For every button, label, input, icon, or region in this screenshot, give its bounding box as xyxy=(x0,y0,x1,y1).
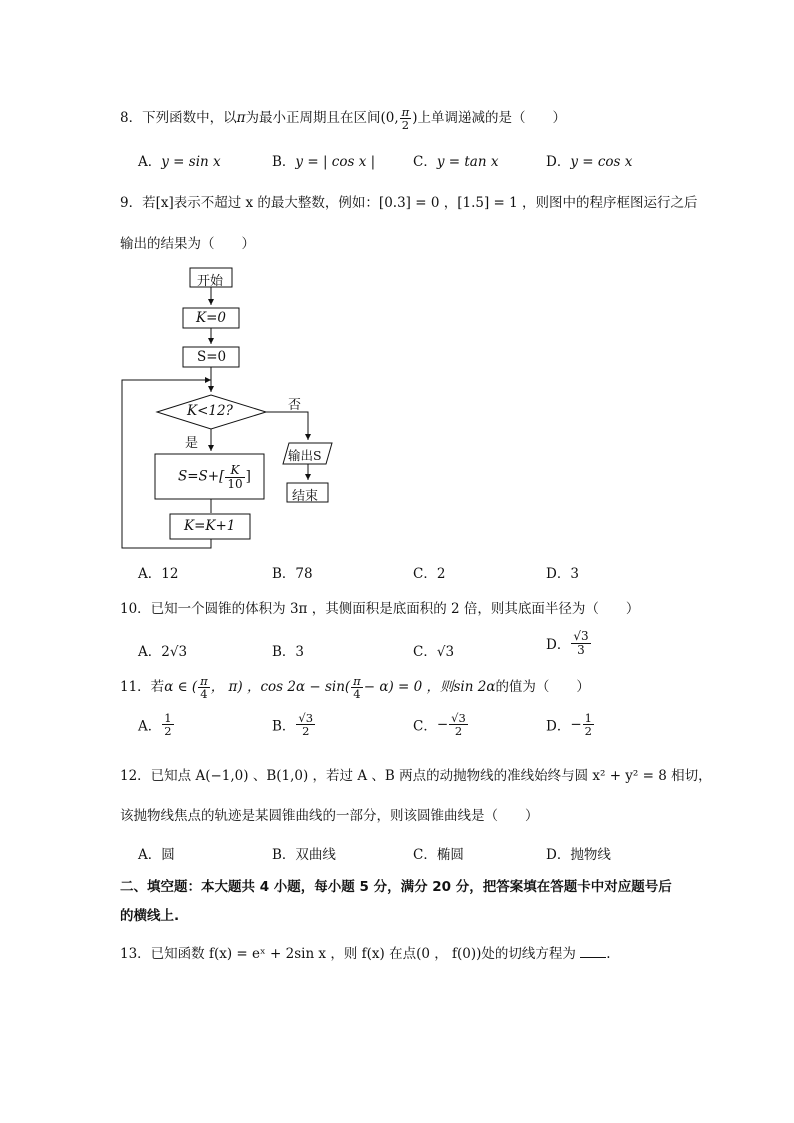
q10-option-c: C．√3 xyxy=(413,644,455,660)
section2-heading-line1: 二、填空题：本大题共 4 小题，每小题 5 分，满分 20 分，把答案填在答题卡中对应题号后 xyxy=(120,879,672,895)
q8-pi: π xyxy=(236,110,246,127)
q11-option-a: A． $\frac{1}{2}$ xyxy=(138,711,172,739)
q8-option-d: D．y = cos x xyxy=(546,154,633,170)
flow-no-label: 否 xyxy=(288,398,302,413)
q11-option-b: B． $\frac{√3}{2}$ xyxy=(272,711,314,739)
q11-stem: 11．若α ∈ ( $\frac{\pi}{4}$ ， π) ，cos 2α − sin( $\frac{\pi}{4}$ − α) = 0 ，则sin 2α的值为（ ） xyxy=(120,674,590,702)
flow-start-text: 开始 xyxy=(197,274,224,289)
q9-stem-line1: 9．若[x]表示不超过 x 的最大整数，例如：[0.3] = 0 ，[1.5] = 1 ，则图中的程序框图运行之后 xyxy=(120,195,698,211)
q8-frac-den: 2 xyxy=(401,118,410,133)
q9-option-c: C．2 xyxy=(413,566,446,582)
q9-option-a: A．12 xyxy=(138,566,179,582)
q8-stem-part-b: 为最小正周期且在区间 xyxy=(245,110,381,127)
q8-stem-part-c: 上单调递减的是（ ） xyxy=(417,110,566,127)
q12-option-a: A．圆 xyxy=(138,847,175,863)
flow-condition-text: K<12? xyxy=(187,403,233,419)
q12-option-d: D．抛物线 xyxy=(546,847,611,863)
flow-yes-label: 是 xyxy=(185,436,199,451)
q11-option-c: C．− $\frac{√3}{2}$ xyxy=(413,711,466,739)
q13-answer-blank xyxy=(580,945,606,958)
q8-option-c: C．y = tan x xyxy=(413,154,499,170)
q12-option-c: C．椭圆 xyxy=(413,847,464,863)
q9-option-b: B．78 xyxy=(272,566,313,582)
q13-stem: 13．已知函数 f(x) = eˣ + 2sin x ，则 f(x) 在点(0 ， f(0))处的切线方程为 . xyxy=(120,946,611,962)
q8-interval-open: (0, xyxy=(380,110,399,127)
q9-option-d: D．3 xyxy=(546,566,579,582)
q10-option-b: B．3 xyxy=(272,644,305,660)
q8-interval-close: ) xyxy=(412,110,418,127)
q12-option-b: B．双曲线 xyxy=(272,847,336,863)
q10-option-a: A．2√3 xyxy=(138,644,188,660)
q12-stem-line1: 12．已知点 A(−1,0) 、B(1,0) ，若过 A 、B 两点的动抛物线的准线始终与圆 x² + y² = 8 相切， xyxy=(120,768,712,784)
q12-stem-line2: 该抛物线焦点的轨迹是某圆锥曲线的一部分，则该圆锥曲线是（ ） xyxy=(120,808,539,824)
q10-stem: 10．已知一个圆锥的体积为 3π ，其侧面积是底面积的 2 倍，则其底面半径为（ ） xyxy=(120,601,640,617)
q8-option-a: A．y = sin x xyxy=(138,154,221,170)
flow-s-init-text: S=0 xyxy=(197,349,227,365)
q8-stem-part-a: 8．下列函数中，以 xyxy=(120,110,237,127)
section2-heading-line2: 的横线上. xyxy=(120,908,180,924)
q8-frac-num: π xyxy=(401,105,410,119)
q10-option-d: D． $\frac{√3}{3}$ xyxy=(546,629,589,657)
flow-output-text: 输出S xyxy=(288,448,322,463)
flow-end-text: 结束 xyxy=(292,489,319,504)
q8-option-b: B．y = | cos x | xyxy=(272,154,376,170)
flow-increment-text: K=K+1 xyxy=(184,518,236,534)
flow-body-text: S=S+[ $\frac{K}{10}$ ] xyxy=(178,463,251,491)
flow-k-init-text: K=0 xyxy=(196,310,226,326)
q9-stem-line2: 输出的结果为（ ） xyxy=(120,236,255,252)
q11-option-d: D．− $\frac{1}{2}$ xyxy=(546,711,592,739)
